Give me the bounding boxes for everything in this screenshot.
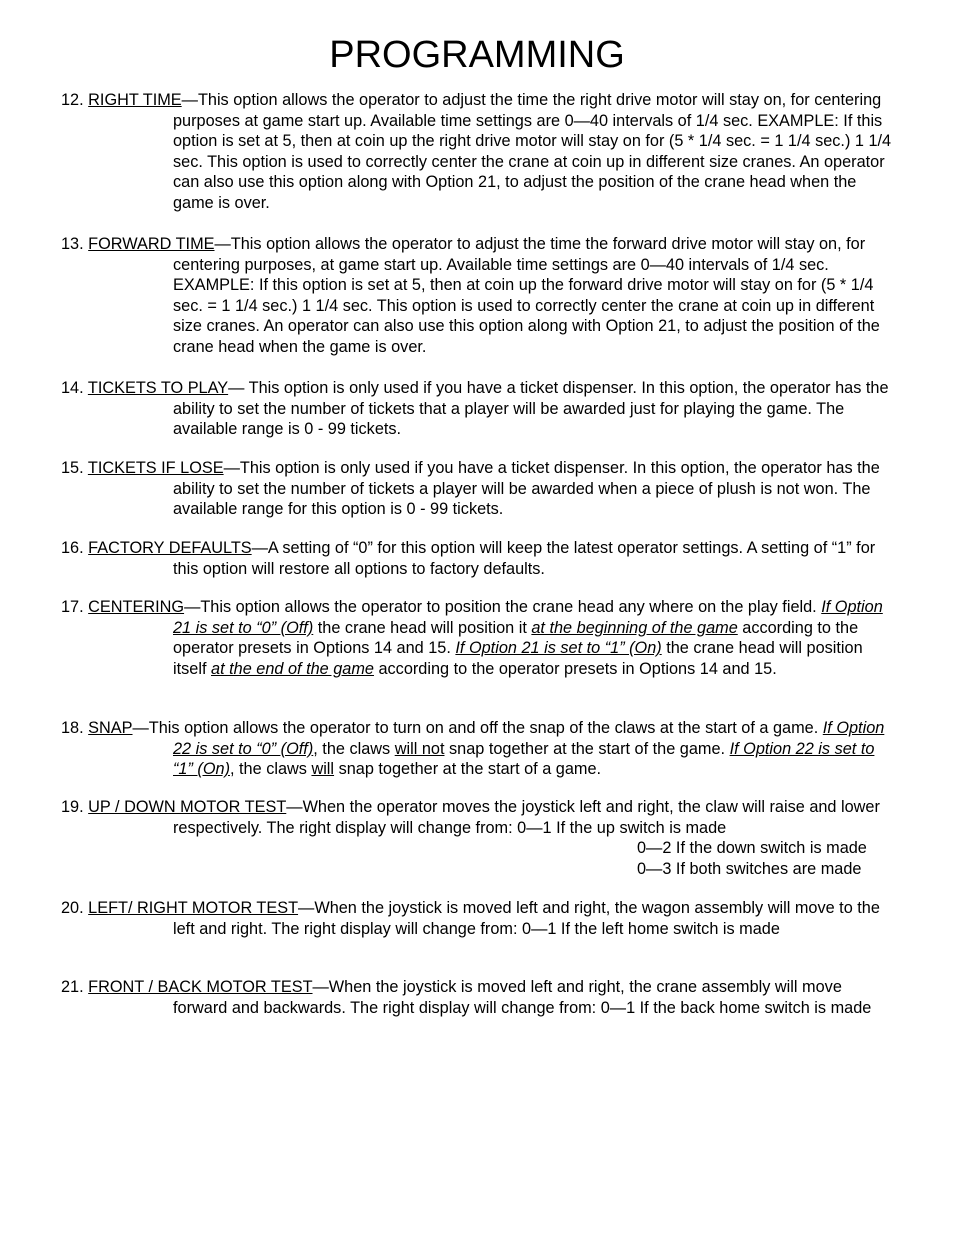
page-title: PROGRAMMING: [329, 34, 625, 76]
emphasis-text: If Option 22 is set to “1” (On): [173, 739, 875, 779]
option-heading: SNAP: [88, 719, 133, 737]
emphasis-text: If Option 21 is set to “1” (On): [455, 639, 662, 658]
option-number: 18.: [61, 719, 84, 737]
option-text: snap together at the start of the game.: [444, 739, 730, 758]
option-number: 17.: [61, 598, 84, 616]
option-text: —When the joystick is moved left and right, the wagon assembly will move to the left and right. The right display will change from: 0—1 If the left home switch is made: [173, 899, 880, 938]
option-text: according to the operator presets in Options 14 and 15.: [373, 659, 777, 678]
option-12: [61, 90, 893, 214]
option-heading: FORWARD TIME: [88, 235, 215, 253]
option-text: —This option allows the operator to adjust the time the forward drive motor will stay on, for centering purposes, at game start up. Available time settings are 0—40 intervals of 1/4 sec. EXAMPLE: If this option is set at 5, then at coin up the forward drive motor will stay on for (5 * 1/4 sec. = 1 1/4 sec.) 1 1/4 sec. This option is used to correctly center the crane at coin up in different size cranes. An operator can also use this option along with Option 21, to adjust the position of the crane head when the game is over.: [173, 235, 880, 356]
emphasis-text: at the end of the game: [211, 659, 374, 678]
emphasis-text: If Option 21 is set to “0” (Off): [173, 598, 883, 637]
emphasis-text: If Option 22 is set to “0” (Off): [173, 719, 885, 758]
option-text: according to the operator presets in Options 14 and 15.: [173, 618, 859, 658]
option-19-line-2: 0—2 If the down switch is made: [637, 839, 867, 857]
option-text: —This option allows the operator to position the crane head any where on the play field.: [184, 598, 822, 616]
option-heading: RIGHT TIME: [88, 91, 182, 109]
option-number: 16.: [61, 539, 84, 557]
option-heading: CENTERING: [88, 598, 185, 616]
option-text: — This option is only used if you have a ticket dispenser. In this option, the operator has the ability to set the number of tickets that a player will be awarded just for playing the game. The available range is 0 - 99 tickets.: [173, 379, 889, 439]
option-heading: LEFT/ RIGHT MOTOR TEST: [88, 899, 299, 917]
option-text: , the claws: [313, 739, 395, 758]
option-text: —This option allows the operator to adjust the time the right drive motor will stay on, for centering purposes at game start up. Available time settings are 0—40 intervals of 1/4 sec. EXAMPLE: If this option is set at 5, then at coin up the right drive motor will stay on for (5 * 1/4 sec. = 1 1/4 sec.) 1 1/4 sec. This option is used to correctly center the crane at coin up in different size cranes. An operator can also use this option along with Option 21, to adjust the position of the crane head when the game is over.: [173, 91, 892, 212]
option-15: [61, 458, 893, 520]
option-text: —This option is only used if you have a ticket dispenser. In this option, the operator has the ability to set the number of tickets a player will be awarded when a piece of plush is not won. The available range for this option is 0 - 99 tickets.: [173, 459, 880, 519]
option-heading: FACTORY DEFAULTS: [88, 539, 252, 557]
option-19-line-3: 0—3 If both switches are made: [637, 860, 862, 878]
option-16: [61, 538, 893, 579]
option-20: [61, 898, 893, 939]
option-13: [61, 234, 893, 358]
option-number: 13.: [61, 235, 84, 253]
option-text: —When the operator moves the joystick left and right, the claw will raise and lower respectively. The right display will change from: 0—1 If the up switch is made: [173, 798, 880, 837]
option-19: [61, 797, 893, 838]
option-18: [61, 718, 893, 780]
option-text: the crane head will position itself: [173, 639, 863, 678]
underlined-text: will not: [394, 739, 445, 758]
option-heading: FRONT / BACK MOTOR TEST: [88, 978, 313, 996]
underlined-text: will: [311, 760, 335, 779]
option-number: 12.: [61, 91, 84, 109]
option-number: 15.: [61, 459, 84, 477]
option-text: , the claws: [229, 760, 312, 779]
option-number: 21.: [61, 978, 84, 996]
option-heading: UP / DOWN MOTOR TEST: [88, 798, 287, 816]
option-14: [61, 378, 893, 440]
option-text: —When the joystick is moved left and right, the crane assembly will move forward and backwards. The right display will change from: 0—1 If the back home switch is made: [173, 978, 872, 1017]
option-text: —This option allows the operator to turn on and off the snap of the claws at the start of a game.: [132, 719, 823, 737]
option-17: [61, 597, 893, 679]
option-heading: TICKETS IF LOSE: [87, 459, 224, 477]
option-21: [61, 977, 893, 1018]
option-text: snap together at the start of a game.: [334, 760, 602, 779]
option-number: 19.: [61, 798, 84, 816]
emphasis-text: at the beginning of the game: [531, 618, 738, 637]
option-text: the crane head will position it: [313, 618, 532, 637]
option-text: —A setting of “0” for this option will keep the latest operator settings. A setting of “1” for this option will restore all options to factory defaults.: [173, 539, 876, 578]
option-heading: TICKETS TO PLAY: [87, 379, 229, 397]
option-number: 20.: [61, 899, 84, 917]
option-number: 14.: [61, 379, 84, 397]
